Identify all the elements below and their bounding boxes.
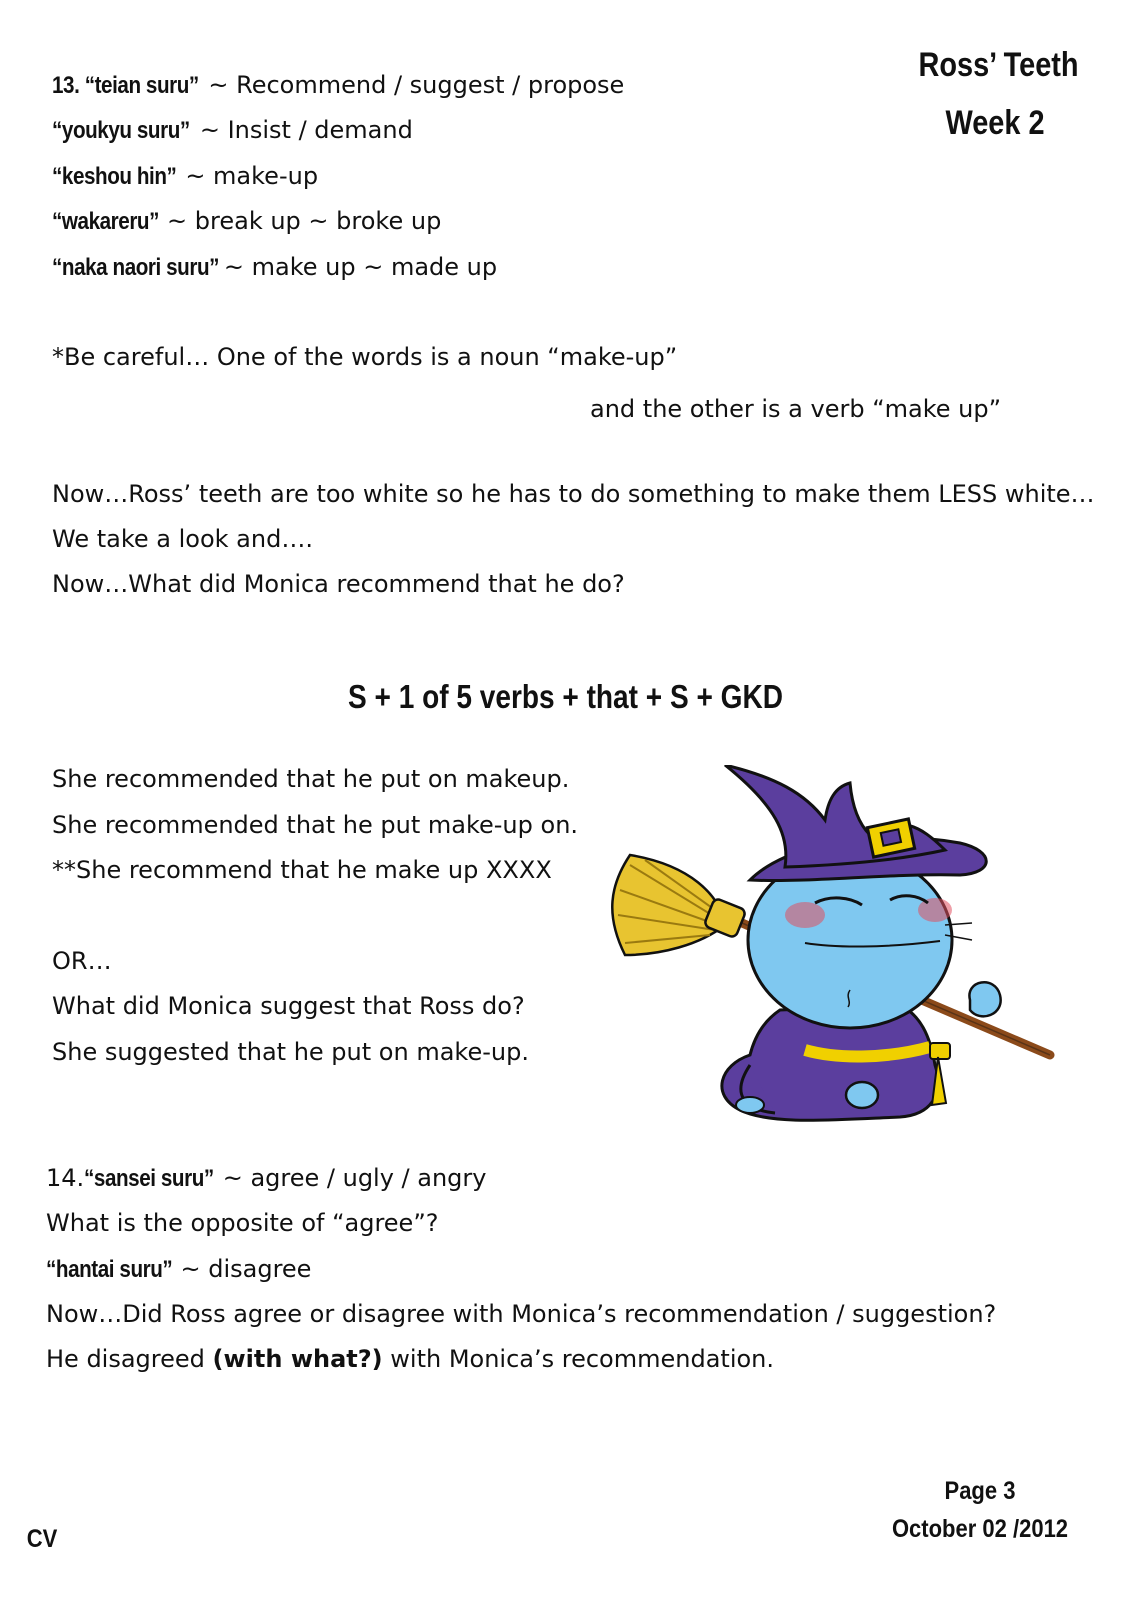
example-line: **She recommend that he make up XXXX bbox=[52, 856, 552, 884]
example-line: OR… bbox=[52, 947, 112, 975]
vocab-item bbox=[52, 70, 624, 101]
example-line: She recommended that he put make-up on. bbox=[52, 811, 579, 839]
witch-illustration bbox=[600, 765, 1060, 1135]
vocab-term: “wakareru” bbox=[52, 208, 159, 235]
vocab-term: “sansei suru” bbox=[84, 1165, 214, 1192]
vocab-item bbox=[52, 115, 413, 146]
note-line-2: and the other is a verb “make up” bbox=[590, 395, 1002, 423]
vocab-meaning: ~ break up ~ broke up bbox=[159, 207, 442, 235]
vocab-number: 14. bbox=[46, 1164, 85, 1192]
week-label: Week 2 bbox=[945, 104, 1045, 142]
question-line: What is the opposite of “agree”? bbox=[46, 1209, 439, 1237]
vocab-term: “hantai suru” bbox=[46, 1256, 173, 1283]
vocab-meaning: ~ Insist / demand bbox=[192, 116, 413, 144]
story-line: Now…Ross’ teeth are too white so he has to do something to make them LESS white… bbox=[52, 480, 1095, 508]
example-line: She suggested that he put on make-up. bbox=[52, 1038, 529, 1066]
emphasis: (with what?) bbox=[212, 1345, 383, 1373]
vocab-item bbox=[46, 1254, 311, 1285]
vocab-meaning: ~ make up ~ made up bbox=[216, 253, 498, 281]
example-line: She recommended that he put on makeup. bbox=[52, 765, 570, 793]
vocab-term: “naka naori suru” bbox=[52, 254, 220, 281]
page-title: Ross’ Teeth bbox=[918, 46, 1079, 84]
vocab-item bbox=[52, 206, 441, 237]
page-number: Page 3 bbox=[944, 1477, 1016, 1505]
answer-line: He disagreed (with what?) with Monica’s recommendation. bbox=[46, 1345, 775, 1373]
vocab-meaning: ~ agree / ugly / angry bbox=[215, 1164, 487, 1192]
vocab-term: “keshou hin” bbox=[52, 163, 177, 190]
story-line: Now…What did Monica recommend that he do? bbox=[52, 570, 625, 598]
vocab-item bbox=[46, 1163, 486, 1194]
vocab-meaning: ~ Recommend / suggest / propose bbox=[200, 71, 625, 99]
vocab-meaning: ~ disagree bbox=[172, 1255, 312, 1283]
page-date: October 02 /2012 bbox=[891, 1515, 1069, 1543]
grammar-formula: S + 1 of 5 verbs + that + S + GKD bbox=[348, 678, 783, 715]
vocab-item bbox=[52, 161, 318, 192]
vocab-term: “youkyu suru” bbox=[52, 117, 190, 144]
vocab-meaning: ~ make-up bbox=[177, 162, 319, 190]
story-line: We take a look and…. bbox=[52, 525, 313, 553]
vocab-item bbox=[52, 252, 497, 283]
note-line-1: *Be careful… One of the words is a noun “make-up” bbox=[52, 343, 678, 371]
question-line: Now…Did Ross agree or disagree with Monica’s recommendation / suggestion? bbox=[46, 1300, 997, 1328]
example-line: What did Monica suggest that Ross do? bbox=[52, 992, 525, 1020]
vocab-term: 13. “teian suru” bbox=[52, 72, 199, 99]
author-initials: CV bbox=[26, 1525, 58, 1553]
